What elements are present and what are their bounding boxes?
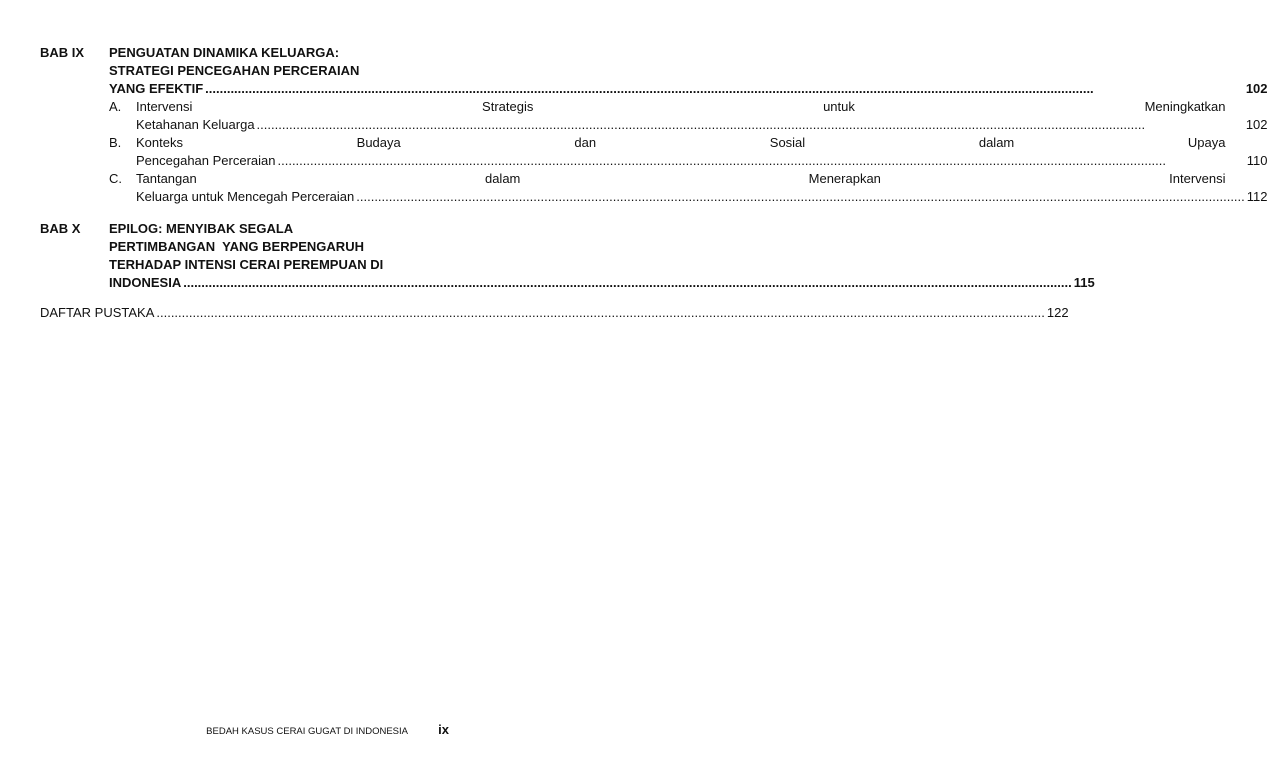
dot-leader [156, 304, 1045, 322]
dot-leader [356, 188, 1245, 206]
dot-leader [278, 152, 1245, 170]
chapter-body [109, 220, 1095, 292]
folio-page-number: ix [438, 722, 449, 737]
chapter-title-entry[interactable] [109, 274, 1095, 292]
dot-leader [183, 274, 1072, 292]
chapter-title-line: PERTIMBANGAN YANG BERPENGARUH [109, 239, 364, 254]
section-text [136, 98, 1268, 134]
toc-section-c[interactable] [109, 170, 1268, 206]
section-letter: A. [109, 99, 122, 114]
chapter-number: BAB X [40, 221, 81, 236]
chapter-page-number: 102 [1245, 81, 1268, 96]
section-leader [136, 116, 1268, 134]
running-footer-title: BEDAH KASUS CERAI GUGAT DI INDONESIA [206, 726, 408, 737]
toc-chapter-9 [40, 44, 1268, 206]
section-leader [136, 188, 1268, 206]
chapter-title-line: STRATEGI PENCEGAHAN PERCERAIAN [109, 63, 360, 78]
chapter-title-line: TERHADAP INTENSI CERAI PEREMPUAN DI [109, 257, 384, 272]
chapter-title-last-line: INDONESIA [109, 275, 182, 290]
section-text [136, 134, 1268, 170]
bibliography-page-number: 122 [1046, 305, 1069, 320]
chapter-title-entry[interactable] [109, 80, 1268, 98]
chapter-number: BAB IX [40, 45, 85, 60]
section-title-line: Ketahanan Keluarga [136, 117, 255, 132]
section-leader [136, 152, 1268, 170]
toc-section-a[interactable] [109, 98, 1268, 134]
chapter-title-line: PENGUATAN DINAMIKA KELUARGA: [109, 45, 340, 60]
section-page-number: 112 [1246, 189, 1268, 204]
dot-leader [257, 116, 1244, 134]
section-letter: C. [109, 171, 122, 186]
table-of-contents [40, 44, 1268, 322]
section-page-number: 102 [1245, 117, 1268, 132]
section-letter: B. [109, 135, 122, 150]
section-title-line: Konteks Budaya dan Sosial dalam Upaya [136, 135, 1226, 150]
section-title-line: Pencegahan Perceraian [136, 153, 276, 168]
section-title-line: Intervensi Strategis untuk Meningkatkan [136, 99, 1226, 114]
toc-section-b[interactable] [109, 134, 1268, 170]
chapter-page-number: 115 [1073, 275, 1095, 290]
section-title-line: Tantangan dalam Menerapkan Intervensi [136, 171, 1226, 186]
chapter-body [109, 44, 1268, 206]
section-text [136, 170, 1268, 206]
chapter-title-last-line: YANG EFEKTIF [109, 81, 204, 96]
bibliography-label: DAFTAR PUSTAKA [40, 305, 155, 320]
chapter-title-line: EPILOG: MENYIBAK SEGALA [109, 221, 294, 236]
toc-chapter-10 [40, 220, 1095, 292]
section-page-number: 110 [1246, 153, 1268, 168]
toc-bibliography[interactable] [40, 304, 1069, 322]
dot-leader [205, 80, 1244, 98]
section-title-line: Keluarga untuk Mencegah Perceraian [136, 189, 355, 204]
